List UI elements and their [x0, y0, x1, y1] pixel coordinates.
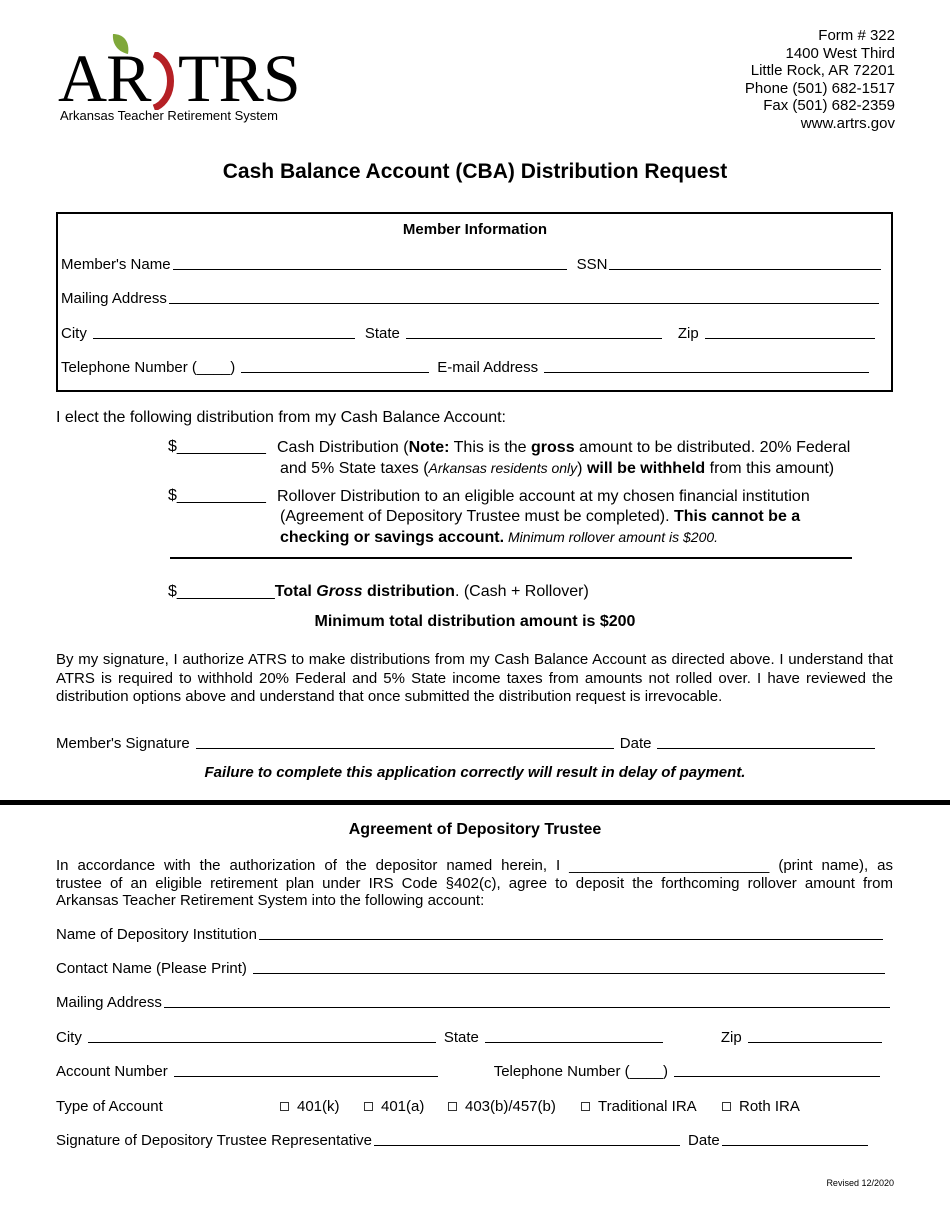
street-address: 1400 West Third — [785, 44, 895, 62]
account-type-label: Type of Account — [56, 1098, 163, 1115]
rollover-amount-field[interactable]: $__________ — [168, 487, 266, 504]
trustee-phone-label: Telephone Number (____) — [493, 1063, 668, 1080]
institution-field[interactable] — [259, 938, 883, 940]
trustee-city-label: City — [56, 1029, 82, 1046]
trustee-state-label: State — [443, 1029, 479, 1046]
member-signature-row — [56, 735, 875, 752]
member-name-field[interactable] — [173, 268, 567, 270]
account-row — [56, 1063, 880, 1080]
member-zip-label: Zip — [677, 325, 699, 342]
warning-text: Failure to complete this application correctly will result in delay of payment. — [204, 764, 746, 781]
member-mailing-label: Mailing Address — [61, 290, 167, 307]
city-state-zip: Little Rock, AR 72201 — [750, 62, 895, 79]
trustee-city-field[interactable] — [88, 1041, 436, 1043]
member-state-label: State — [364, 325, 400, 342]
checkbox-icon[interactable] — [280, 1102, 289, 1111]
trustee-state-field[interactable] — [485, 1041, 663, 1043]
member-state-field[interactable] — [406, 337, 662, 339]
ssn-label: SSN — [576, 256, 608, 273]
member-email-label: E-mail Address — [437, 359, 539, 376]
member-mailing-row — [61, 290, 879, 307]
trustee-mailing-label: Mailing Address — [56, 994, 162, 1011]
contact-field[interactable] — [253, 972, 885, 974]
member-info-heading: Member Information — [402, 221, 548, 238]
institution-row — [56, 926, 883, 943]
trustee-date-label: Date — [688, 1132, 720, 1149]
checkbox-icon[interactable] — [722, 1102, 731, 1111]
member-phone-row — [61, 359, 869, 376]
election-intro: I elect the following distribution from my Cash Balance Account: — [56, 409, 506, 426]
logo-red-arc-icon — [150, 52, 178, 110]
trustee-signature-label: Signature of Depository Trustee Representative — [56, 1132, 373, 1149]
minimum-amount-note: Minimum total distribution amount is $200 — [314, 613, 636, 630]
trustee-signature-row — [56, 1132, 868, 1149]
trustee-phone-field[interactable] — [674, 1075, 880, 1077]
total-amount-field[interactable]: $___________ — [168, 583, 275, 600]
trustee-heading: Agreement of Depository Trustee — [348, 821, 602, 838]
cash-amount-field[interactable]: $__________ — [168, 438, 266, 455]
account-type-traditional-ira[interactable]: Traditional IRA — [581, 1098, 697, 1115]
checkbox-icon[interactable] — [364, 1102, 373, 1111]
cash-distribution-text: Cash Distribution (Note: This is the gross amount to be distributed. 20% Federal and 5% State taxes (Arkansas residents only) will be withheld from this amount) — [277, 439, 851, 477]
institution-label: Name of Depository Institution — [56, 926, 257, 943]
member-date-label: Date — [619, 735, 652, 752]
authorization-paragraph: By my signature, I authorize ATRS to make distributions from my Cash Balance Account as directed above. I understand that ATRS is required to withhold 20% Federal and 5% State income taxes from amounts not rolled over. I have reviewed the distribution options above and understand that once submitted the distribution request is irrevocable. — [56, 651, 893, 705]
ssn-field[interactable] — [609, 268, 881, 270]
member-zip-field[interactable] — [705, 337, 875, 339]
member-city-label: City — [61, 325, 87, 342]
account-type-401k[interactable]: 401(k) — [280, 1098, 340, 1115]
logo-subtitle: Arkansas Teacher Retirement System — [60, 108, 278, 123]
checkbox-icon[interactable] — [448, 1102, 457, 1111]
logo — [58, 30, 298, 125]
member-name-label: Member's Name — [61, 256, 171, 273]
website: www.artrs.gov — [800, 114, 895, 132]
member-phone-field[interactable] — [241, 371, 429, 373]
rollover-distribution-text: Rollover Distribution to an eligible account at my chosen financial institution (Agreement of Depository Trustee must be completed). This cannot be a checking or savings account. Minimum rollover amount is $200. — [277, 488, 810, 546]
account-number-label: Account Number — [56, 1063, 168, 1080]
account-type-403b-457b[interactable]: 403(b)/457(b) — [448, 1098, 556, 1115]
member-email-field[interactable] — [544, 371, 869, 373]
trustee-mailing-row — [56, 994, 890, 1011]
member-city-field[interactable] — [93, 337, 355, 339]
member-name-row — [61, 256, 881, 273]
thick-divider — [0, 800, 950, 805]
member-date-field[interactable] — [657, 747, 875, 749]
total-distribution-row: $___________Total Gross distribution. (Cash + Rollover) — [168, 583, 589, 600]
contact-row — [56, 960, 885, 977]
account-number-field[interactable] — [174, 1075, 438, 1077]
member-signature-field[interactable] — [196, 747, 614, 749]
trustee-mailing-field[interactable] — [164, 1006, 890, 1008]
page-title: Cash Balance Account (CBA) Distribution Request — [222, 160, 728, 183]
trustee-city-row — [56, 1029, 882, 1046]
address-block — [745, 27, 895, 132]
account-type-roth-ira[interactable]: Roth IRA — [722, 1098, 800, 1115]
member-phone-label: Telephone Number (____) — [61, 359, 236, 376]
trustee-date-field[interactable] — [722, 1144, 868, 1146]
member-mailing-field[interactable] — [169, 302, 879, 304]
trustee-signature-field[interactable] — [374, 1144, 680, 1146]
member-signature-label: Member's Signature — [56, 735, 190, 752]
trustee-zip-field[interactable] — [748, 1041, 882, 1043]
revised-date: Revised 12/2020 — [826, 1178, 894, 1188]
member-city-row — [61, 325, 875, 342]
account-type-401a[interactable]: 401(a) — [364, 1098, 424, 1115]
fax-number: Fax (501) 682-2359 — [763, 97, 895, 114]
logo-ar: AR — [58, 40, 151, 116]
checkbox-icon[interactable] — [581, 1102, 590, 1111]
trustee-intro: In accordance with the authorization of the depositor named herein, I ________________________ (print name), as trustee of an eligible retirement plan under IRS Code §402(c), agree to deposit the forthcoming rollover amount from Arkansas Teacher Retirement System into the following account: — [56, 857, 893, 909]
trustee-zip-label: Zip — [720, 1029, 742, 1046]
form-number: Form # 322 — [818, 27, 895, 44]
section-divider — [170, 557, 852, 559]
contact-label: Contact Name (Please Print) — [56, 960, 247, 977]
phone-number: Phone (501) 682-1517 — [744, 79, 895, 97]
logo-trs: TRS — [178, 40, 300, 116]
